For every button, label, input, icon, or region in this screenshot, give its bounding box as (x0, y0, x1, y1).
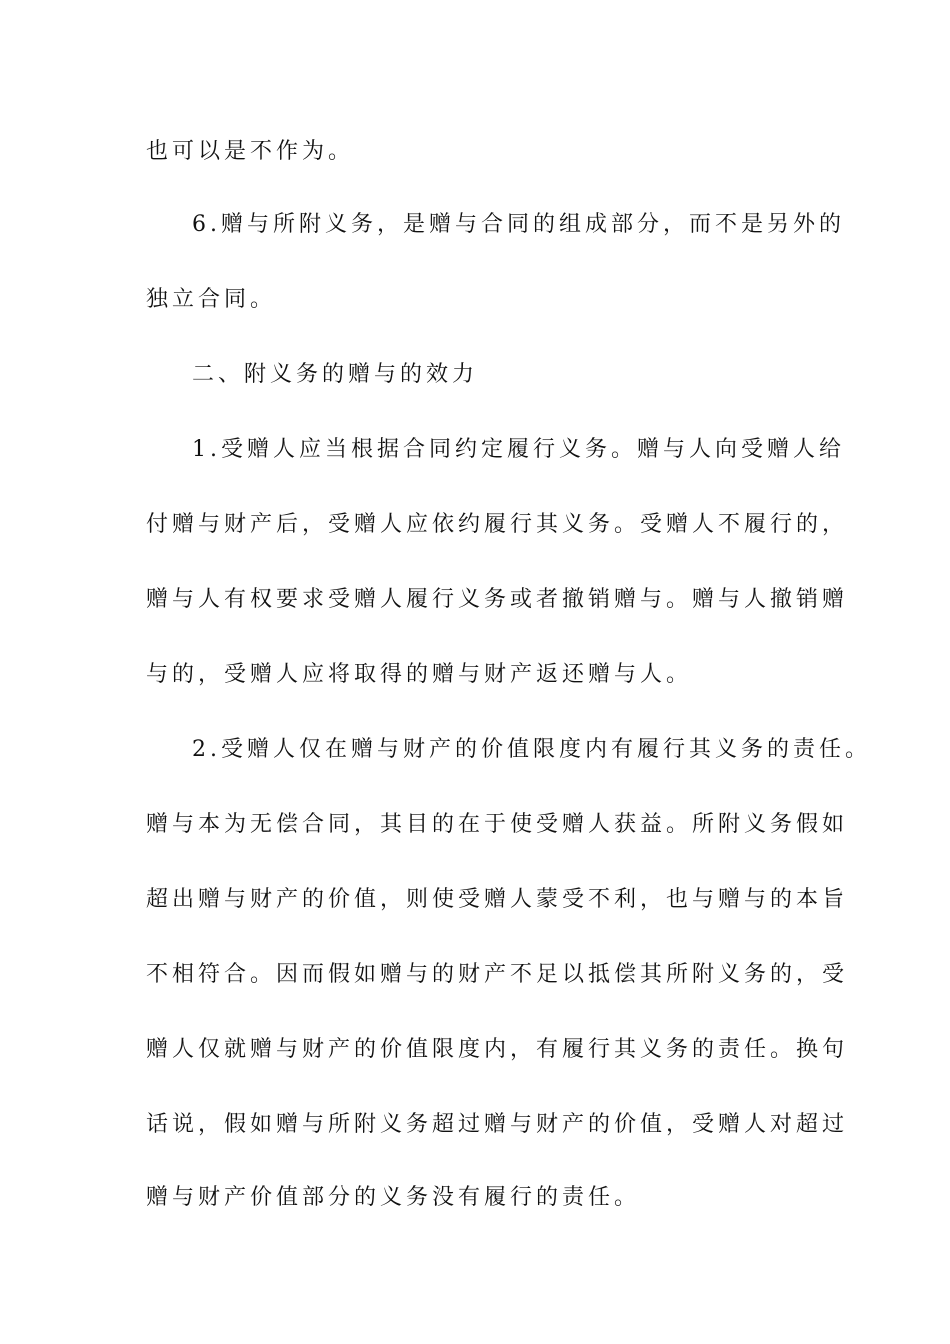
paragraph-line: 独立合同。 (146, 287, 277, 312)
paragraph-line: 赠人仅就赠与财产的价值限度内，有履行其义务的责任。换句 (146, 1037, 849, 1062)
section-heading: 二、附义务的赠与的效力 (192, 362, 479, 387)
paragraph-line: 赠与财产价值部分的义务没有履行的责任。 (146, 1185, 641, 1210)
paragraph-line: 赠与本为无偿合同，其目的在于使受赠人获益。所附义务假如 (146, 812, 849, 837)
paragraph-line: 也可以是不作为。 (146, 139, 355, 164)
paragraph-line: 6.赠与所附义务，是赠与合同的组成部分，而不是另外的 (192, 212, 845, 237)
paragraph-line: 话说，假如赠与所附义务超过赠与财产的价值，受赠人对超过 (146, 1112, 849, 1137)
paragraph-line: 赠与人有权要求受赠人履行义务或者撤销赠与。赠与人撤销赠 (146, 587, 849, 612)
paragraph-line: 付赠与财产后，受赠人应依约履行其义务。受赠人不履行的， (146, 512, 849, 537)
paragraph-line: 不相符合。因而假如赠与的财产不足以抵偿其所附义务的，受 (146, 962, 849, 987)
paragraph-line: 超出赠与财产的价值，则使受赠人蒙受不利，也与赠与的本旨 (146, 887, 849, 912)
paragraph-line: 1.受赠人应当根据合同约定履行义务。赠与人向受赠人给 (192, 437, 845, 462)
paragraph-line: 2.受赠人仅在赠与财产的价值限度内有履行其义务的责任。 (192, 737, 871, 762)
paragraph-line: 与的，受赠人应将取得的赠与财产返还赠与人。 (146, 662, 693, 687)
